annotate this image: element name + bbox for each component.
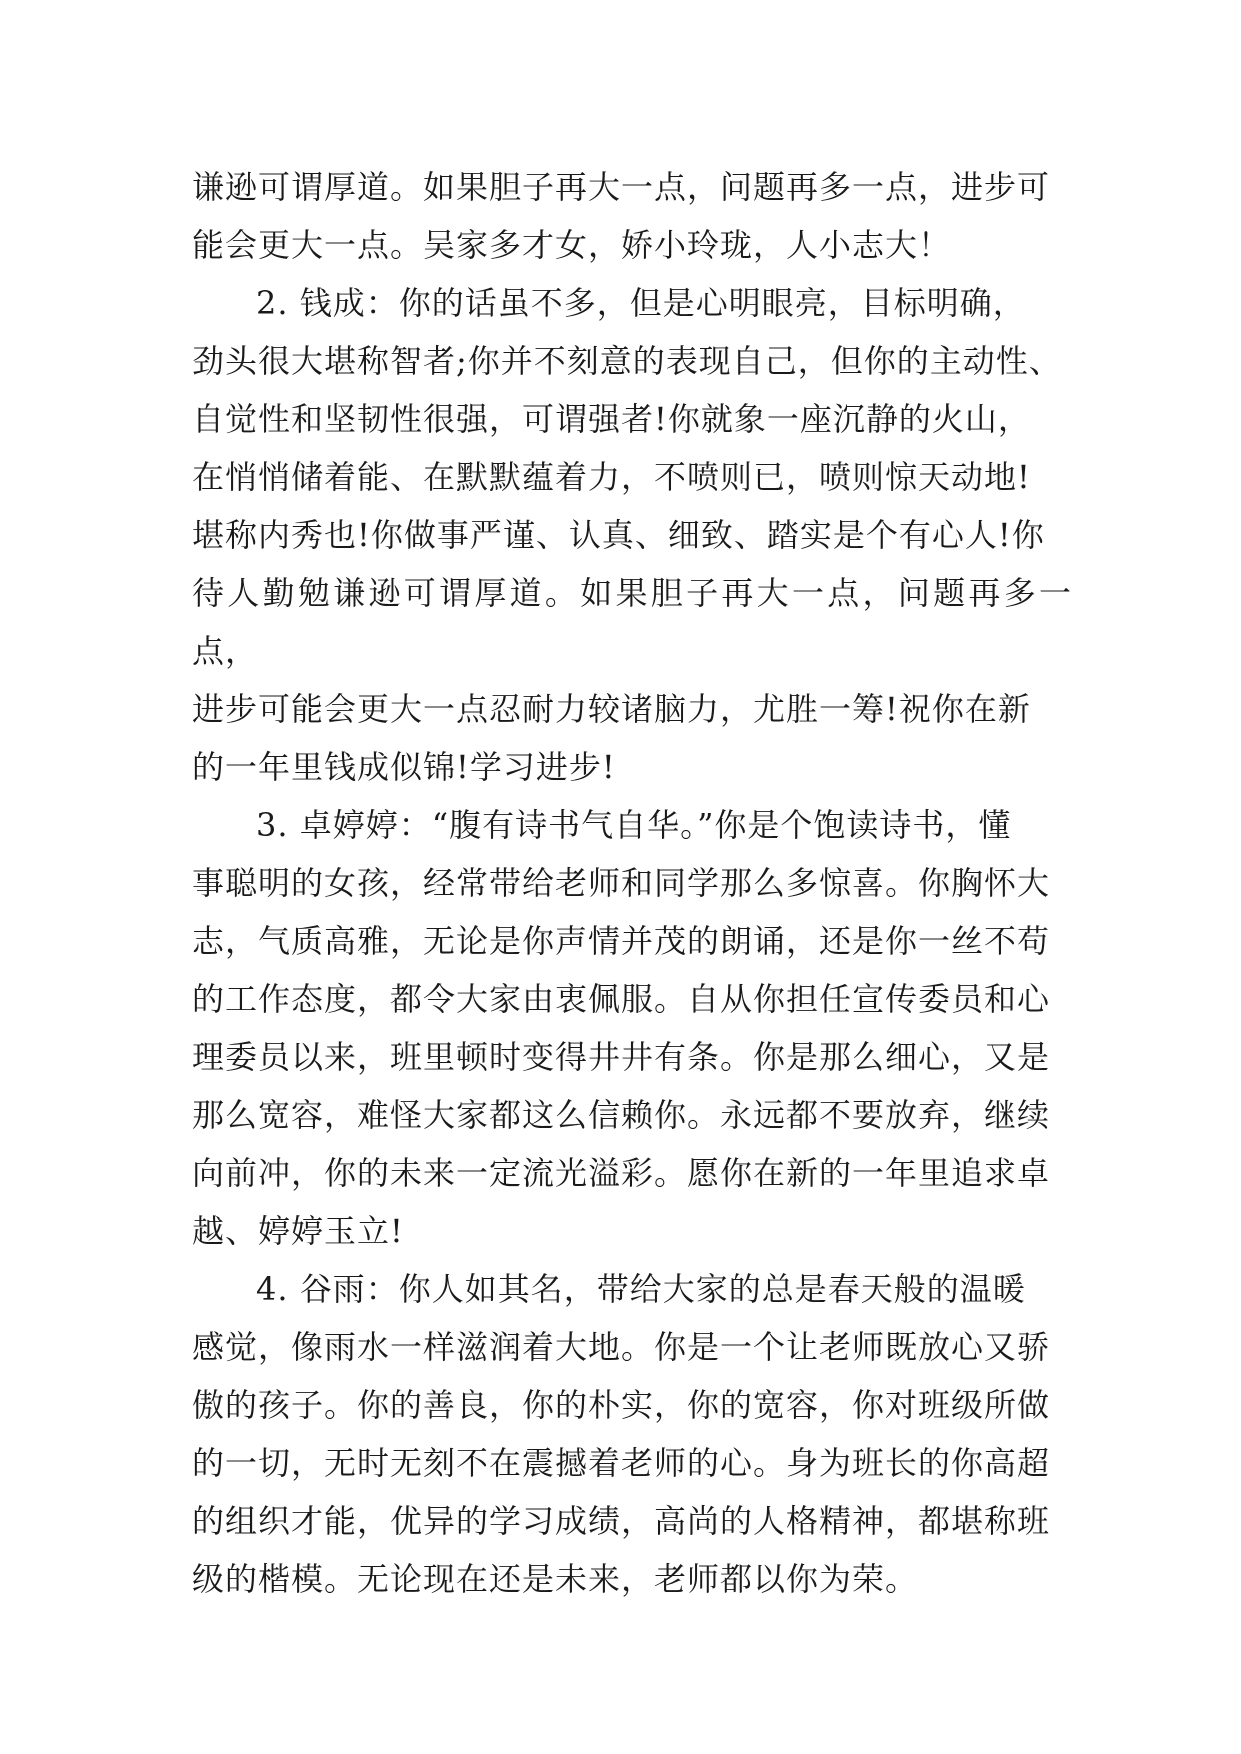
text-line: 堪称内秀也!你做事严谨、认真、细致、踏实是个有心人!你	[192, 516, 1045, 554]
text-line: 感觉，像雨水一样滋润着大地。你是一个让老师既放心又骄	[192, 1328, 1051, 1366]
text-line: 的一切，无时无刻不在震撼着老师的心。身为班长的你高超	[192, 1444, 1051, 1482]
text-line: 劲头很大堪称智者;你并不刻意的表现自己，但你的主动性、	[192, 342, 1062, 380]
paragraph-1-continuation	[192, 158, 1072, 274]
text-line: 进步可能会更大一点忍耐力较诸脑力，尤胜一筹!祝你在新	[192, 690, 1031, 728]
text-line: 级的楷模。无论现在还是未来，老师都以你为荣。	[192, 1560, 919, 1598]
text-line: 在悄悄储着能、在默默蕴着力，不喷则已，喷则惊天动地!	[192, 458, 1031, 496]
paragraph-2-qian-cheng	[192, 274, 1072, 796]
text-line: 2. 钱成：你的话虽不多，但是心明眼亮，目标明确，	[256, 284, 1026, 322]
text-line: 能会更大一点。吴家多才女，娇小玲珑，人小志大！	[192, 226, 952, 264]
text-line: 待人勤勉谦逊可谓厚道。如果胆子再大一点，问题再多一点，	[192, 574, 1072, 670]
paragraph-4-gu-yu	[192, 1260, 1072, 1608]
text-line: 的组织才能，优异的学习成绩，高尚的人格精神，都堪称班	[192, 1502, 1051, 1540]
text-line: 3. 卓婷婷：“腹有诗书气自华。”你是个饱读诗书，懂	[256, 806, 1012, 844]
text-line: 志，气质高雅，无论是你声情并茂的朗诵，还是你一丝不苟	[192, 922, 1051, 960]
text-line: 4. 谷雨：你人如其名，带给大家的总是春天般的温暖	[256, 1270, 1026, 1308]
text-line: 的一年里钱成似锦!学习进步!	[192, 748, 616, 786]
text-line: 理委员以来，班里顿时变得井井有条。你是那么细心，又是	[192, 1038, 1051, 1076]
text-line: 自觉性和坚韧性很强，可谓强者!你就象一座沉静的火山，	[192, 400, 1031, 438]
text-line: 傲的孩子。你的善良，你的朴实，你的宽容，你对班级所做	[192, 1386, 1051, 1424]
paragraph-3-zhuo-tingting	[192, 796, 1072, 1260]
text-line: 那么宽容，难怪大家都这么信赖你。永远都不要放弃，继续	[192, 1096, 1051, 1134]
text-line: 事聪明的女孩，经常带给老师和同学那么多惊喜。你胸怀大	[192, 864, 1051, 902]
text-line: 越、婷婷玉立!	[192, 1212, 404, 1250]
text-line: 的工作态度，都令大家由衷佩服。自从你担任宣传委员和心	[192, 980, 1051, 1018]
document-body	[192, 158, 1072, 1608]
text-line: 谦逊可谓厚道。如果胆子再大一点，问题再多一点，进步可	[192, 168, 1051, 206]
text-line: 向前冲，你的未来一定流光溢彩。愿你在新的一年里追求卓	[192, 1154, 1051, 1192]
